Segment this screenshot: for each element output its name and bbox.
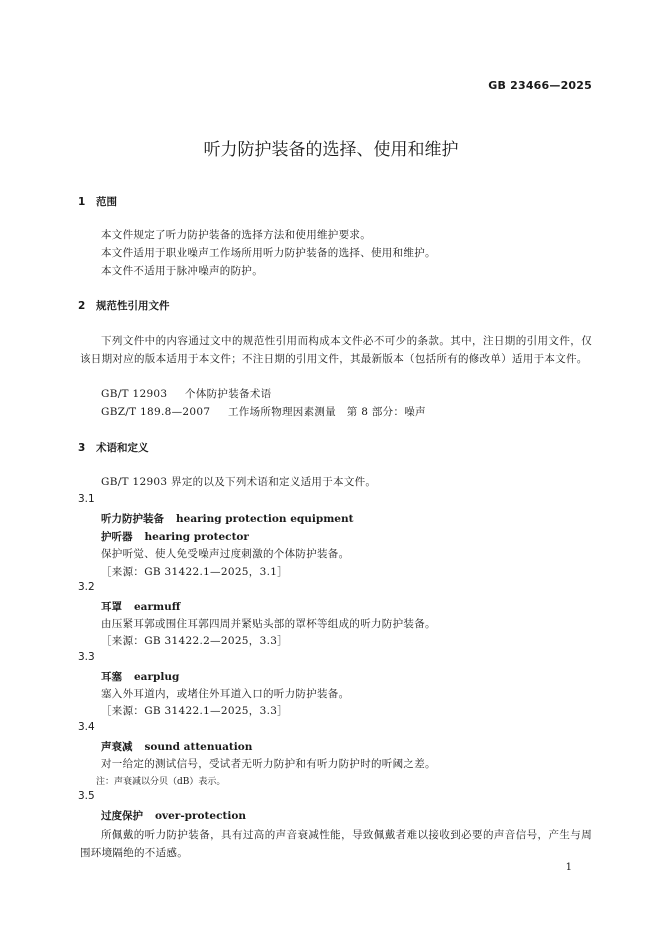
term-alt-heading <box>101 529 249 544</box>
terms-intro: GB/T 12903 界定的以及下列术语和定义适用于本文件。 <box>101 476 377 488</box>
normative-references-intro: 下列文件中的内容通过文中的规范性引用而构成本文件必不可少的条款。其中，注日期的引用文件，仅该日期对应的版本适用于本文件；不注日期的引用文件，其最新版本（包括所有的修改单）适用于本文件。 <box>80 335 592 365</box>
section-3-heading <box>78 440 149 455</box>
reference-code: GB/T 12903 <box>101 388 168 400</box>
section-number: 2 <box>78 300 86 312</box>
section-title: 范围 <box>96 196 117 208</box>
reference-name: 工作场所物理因素测量 第 8 部分：噪声 <box>228 406 426 418</box>
term-cn: 过度保护 <box>101 810 143 822</box>
standard-number: GB 23466—2025 <box>488 79 592 92</box>
scope-line-3: 本文件不适用于脉冲噪声的防护。 <box>101 265 263 277</box>
scope-line-1: 本文件规定了听力防护装备的选择方法和使用维护要求。 <box>101 229 371 241</box>
term-definition: 所佩戴的听力防护装备，具有过高的声音衰减性能，导致佩戴者难以接收到必要的声音信号，产生与周围环境隔绝的不适感。 <box>80 829 592 859</box>
term-number: 3.3 <box>78 651 95 663</box>
term-cn: 听力防护装备 <box>101 513 164 525</box>
term-heading <box>101 739 252 754</box>
term-definition: 保护听觉、使人免受噪声过度刺激的个体防护装备。 <box>101 548 350 560</box>
term-heading <box>101 808 246 823</box>
term-source: ［来源：GB 31422.1—2025，3.3］ <box>101 705 288 717</box>
term-cn: 耳罩 <box>101 601 122 613</box>
page-number: 1 <box>565 862 572 873</box>
term-heading <box>101 599 180 614</box>
term-definition: 塞入外耳道内，或堵住外耳道入口的听力防护装备。 <box>101 688 350 700</box>
term-note: 注：声衰减以分贝（dB）表示。 <box>96 777 226 787</box>
reference-item <box>101 404 426 419</box>
section-title: 规范性引用文件 <box>96 300 170 312</box>
term-number: 3.1 <box>78 493 95 505</box>
term-alt-en: hearing protector <box>144 531 249 543</box>
term-number: 3.4 <box>78 721 95 733</box>
term-en: over-protection <box>155 810 246 822</box>
term-definition: 对一给定的测试信号，受试者无听力防护和有听力防护时的听阈之差。 <box>101 758 436 770</box>
term-en: earmuff <box>134 601 181 613</box>
term-cn: 耳塞 <box>101 671 122 683</box>
term-alt-cn: 护听器 <box>101 531 133 543</box>
term-en: sound attenuation <box>144 741 253 753</box>
term-source: ［来源：GB 31422.2—2025，3.3］ <box>101 635 288 647</box>
term-number: 3.2 <box>78 581 95 593</box>
section-number: 1 <box>78 196 86 208</box>
reference-code: GBZ/T 189.8—2007 <box>101 406 211 418</box>
term-cn: 声衰减 <box>101 741 133 753</box>
section-number: 3 <box>78 442 86 454</box>
term-definition: 由压紧耳郭或围住耳郭四周并紧贴头部的罩杯等组成的听力防护装备。 <box>101 618 436 630</box>
document-title: 听力防护装备的选择、使用和维护 <box>203 140 459 160</box>
section-title: 术语和定义 <box>96 442 149 454</box>
section-2-heading <box>78 298 170 313</box>
term-source: ［来源：GB 31422.1—2025，3.1］ <box>101 566 288 578</box>
term-en: earplug <box>134 671 180 683</box>
term-heading <box>101 669 179 684</box>
term-heading <box>101 511 353 526</box>
term-number: 3.5 <box>78 790 95 802</box>
term-en: hearing protection equipment <box>176 513 354 525</box>
reference-item <box>101 386 271 401</box>
section-1-heading <box>78 194 117 209</box>
scope-line-2: 本文件适用于职业噪声工作场所用听力防护装备的选择、使用和维护。 <box>101 247 436 259</box>
reference-name: 个体防护装备术语 <box>185 388 272 400</box>
